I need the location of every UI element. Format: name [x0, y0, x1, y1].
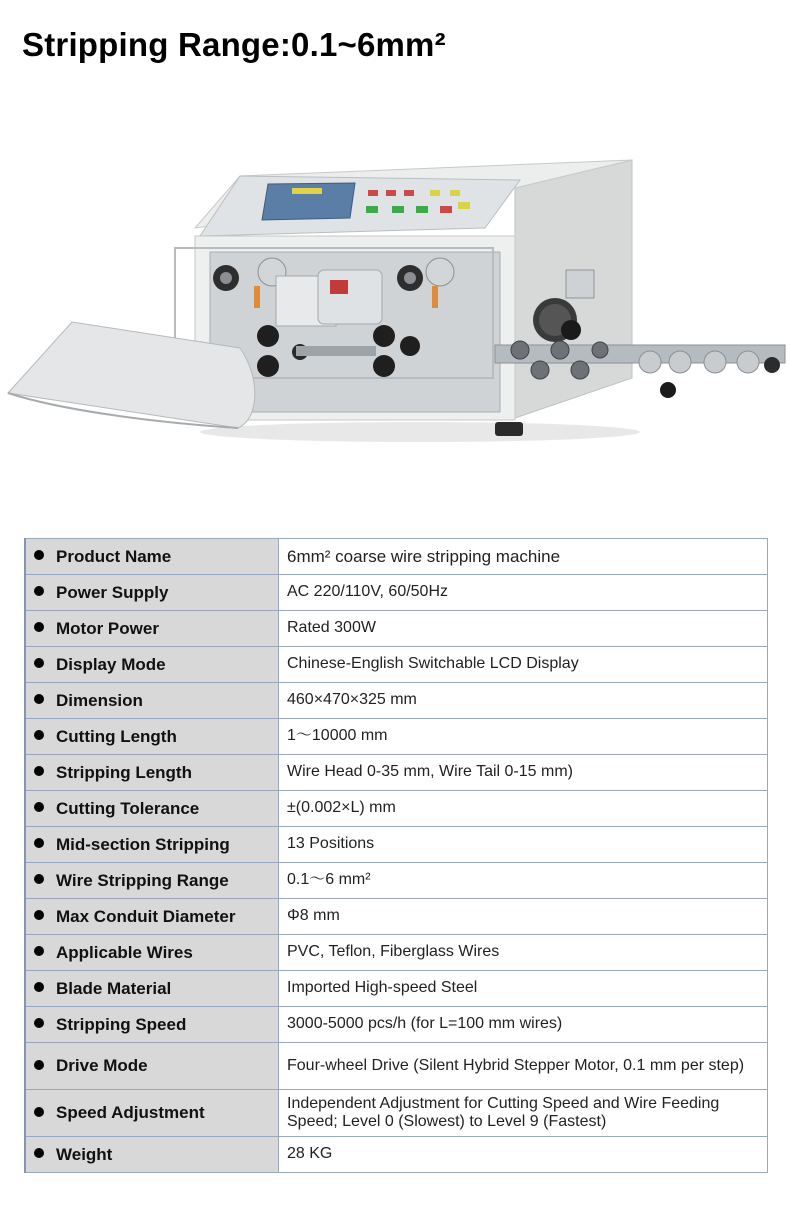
- bullet-icon: [34, 1018, 44, 1028]
- bullet-icon: [34, 550, 44, 560]
- spec-label-cell: [25, 575, 279, 611]
- spec-label: Power Supply: [56, 582, 169, 602]
- bullet-icon: [34, 1107, 44, 1117]
- spec-label: Cutting Length: [56, 726, 177, 746]
- spec-row: [25, 971, 768, 1007]
- spec-value: ±(0.002×L) mm: [279, 791, 768, 827]
- spec-label-cell: [25, 755, 279, 791]
- spec-row: [25, 539, 768, 575]
- bullet-icon: [34, 838, 44, 848]
- bullet-icon: [34, 802, 44, 812]
- specifications-table: [24, 538, 768, 1173]
- spec-value: 1～10000 mm: [279, 719, 768, 755]
- spec-value: 28 KG: [279, 1137, 768, 1173]
- spec-label: Blade Material: [56, 978, 172, 998]
- bullet-icon: [34, 658, 44, 668]
- spec-label: Motor Power: [56, 618, 159, 638]
- spec-label-cell: [25, 935, 279, 971]
- spec-label: Max Conduit Diameter: [56, 906, 236, 926]
- spec-value: 0.1～6 mm²: [279, 863, 768, 899]
- spec-row: [25, 575, 768, 611]
- spec-label-cell: [25, 683, 279, 719]
- spec-label-cell: [25, 647, 279, 683]
- spec-label: Wire Stripping Range: [56, 870, 229, 890]
- spec-label: Drive Mode: [56, 1056, 148, 1075]
- spec-value: Four-wheel Drive (Silent Hybrid Stepper Motor, 0.1 mm per step): [279, 1043, 768, 1090]
- wire-stripping-machine-photo: [0, 140, 790, 460]
- spec-label-cell: [25, 899, 279, 935]
- spec-label-cell: [25, 1043, 279, 1090]
- spec-label-cell: [25, 1090, 279, 1137]
- spec-row: [25, 719, 768, 755]
- spec-row: [25, 935, 768, 971]
- bullet-icon: [34, 910, 44, 920]
- bullet-icon: [34, 1060, 44, 1070]
- spec-label: Applicable Wires: [56, 942, 193, 962]
- spec-value: Imported High-speed Steel: [279, 971, 768, 1007]
- spec-row: [25, 1043, 768, 1090]
- spec-label-cell: [25, 1007, 279, 1043]
- spec-label: Weight: [56, 1144, 113, 1164]
- spec-value: PVC, Teflon, Fiberglass Wires: [279, 935, 768, 971]
- spec-label: Product Name: [56, 546, 172, 566]
- spec-label: Speed Adjustment: [56, 1103, 205, 1122]
- spec-value: 460×470×325 mm: [279, 683, 768, 719]
- spec-row: [25, 611, 768, 647]
- spec-value: Independent Adjustment for Cutting Speed and Wire Feeding Speed; Level 0 (Slowest) to Level 9 (Fastest): [279, 1090, 768, 1137]
- spec-value: AC 220/110V, 60/50Hz: [279, 575, 768, 611]
- spec-label: Mid-section Stripping: [56, 834, 230, 854]
- spec-value: Chinese-English Switchable LCD Display: [279, 647, 768, 683]
- spec-label-cell: [25, 1137, 279, 1173]
- spec-row: [25, 827, 768, 863]
- spec-label: Stripping Length: [56, 762, 192, 782]
- spec-row: [25, 863, 768, 899]
- spec-row: [25, 755, 768, 791]
- spec-label-cell: [25, 539, 279, 575]
- spec-row: [25, 1137, 768, 1173]
- spec-row: [25, 683, 768, 719]
- bullet-icon: [34, 622, 44, 632]
- spec-label-cell: [25, 719, 279, 755]
- spec-label-cell: [25, 971, 279, 1007]
- bullet-icon: [34, 766, 44, 776]
- spec-label: Dimension: [56, 690, 143, 710]
- bullet-icon: [34, 1148, 44, 1158]
- bullet-icon: [34, 694, 44, 704]
- spec-value: 6mm² coarse wire stripping machine: [279, 539, 768, 575]
- page-title: Stripping Range:0.1~6mm²: [22, 26, 446, 63]
- spec-row: [25, 647, 768, 683]
- spec-label-cell: [25, 827, 279, 863]
- spec-label-cell: [25, 611, 279, 647]
- spec-label-cell: [25, 863, 279, 899]
- bullet-icon: [34, 586, 44, 596]
- spec-value: Φ8 mm: [279, 899, 768, 935]
- spec-row: [25, 791, 768, 827]
- spec-label-cell: [25, 791, 279, 827]
- spec-value: Rated 300W: [279, 611, 768, 647]
- bullet-icon: [34, 730, 44, 740]
- spec-value: 13 Positions: [279, 827, 768, 863]
- spec-label: Display Mode: [56, 654, 166, 674]
- bullet-icon: [34, 874, 44, 884]
- spec-row: [25, 899, 768, 935]
- spec-row: [25, 1090, 768, 1137]
- bullet-icon: [34, 982, 44, 992]
- spec-row: [25, 1007, 768, 1043]
- spec-value: Wire Head 0-35 mm, Wire Tail 0-15 mm): [279, 755, 768, 791]
- spec-value: 3000-5000 pcs/h (for L=100 mm wires): [279, 1007, 768, 1043]
- spec-label: Cutting Tolerance: [56, 798, 200, 818]
- bullet-icon: [34, 946, 44, 956]
- spec-label: Stripping Speed: [56, 1014, 187, 1034]
